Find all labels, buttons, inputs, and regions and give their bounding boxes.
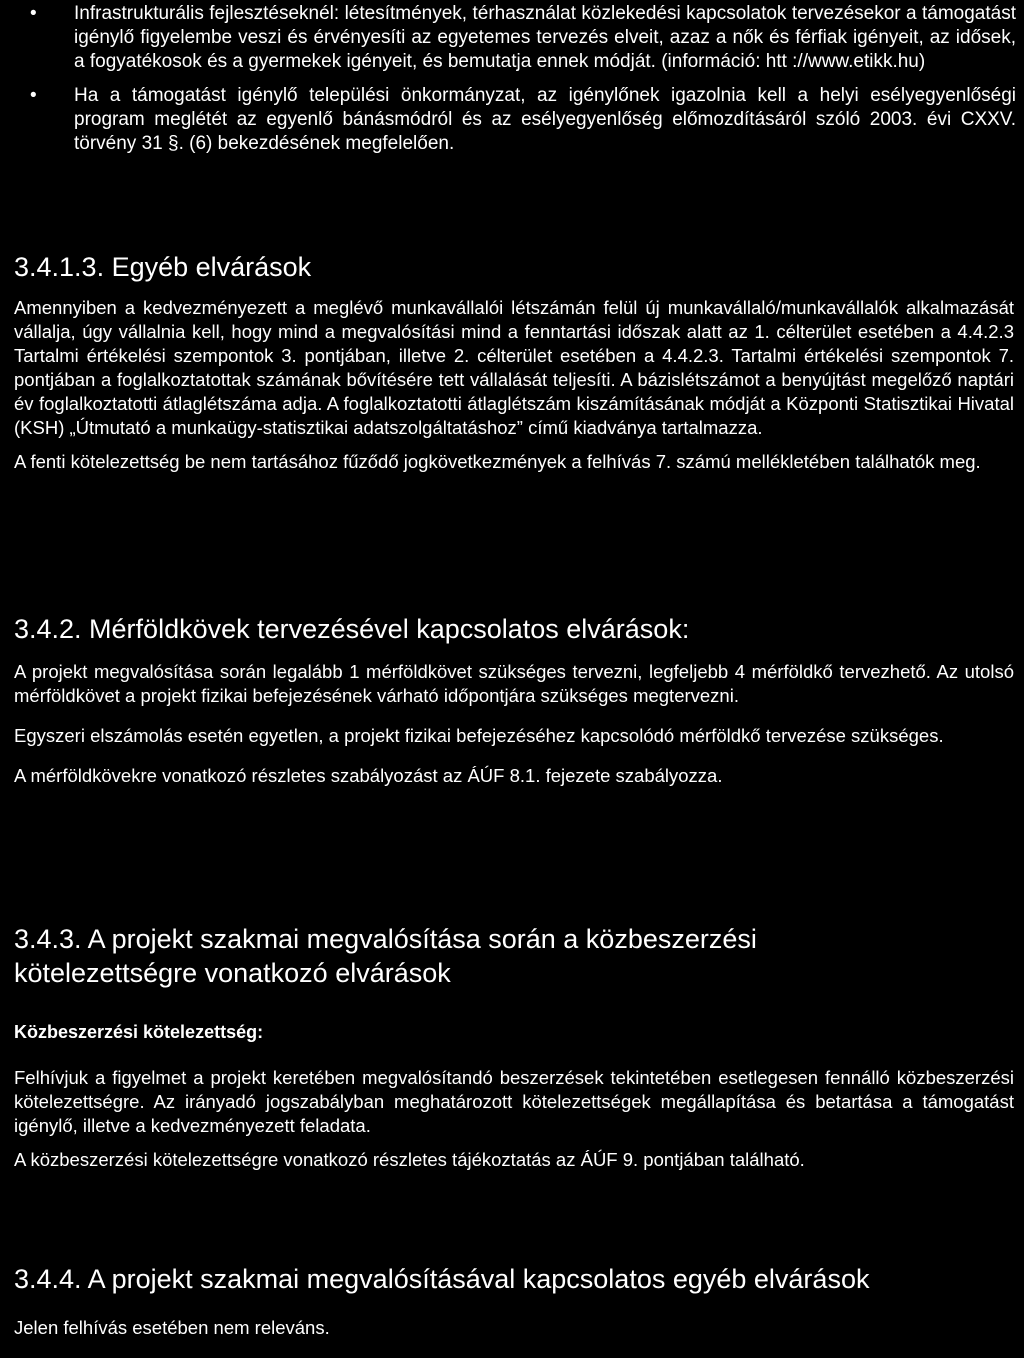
section-paragraph: Egyszeri elszámolás esetén egyetlen, a projekt fizikai befejezéséhez kapcsolódó mérföldkő tervezése szükséges. xyxy=(14,725,944,746)
list-item xyxy=(30,84,1016,156)
section-3413 xyxy=(14,250,1014,474)
bullet-icon: • xyxy=(30,85,37,106)
bullet-text: Infrastrukturális fejlesztéseknél: létesítmények, térhasználat közlekedési kapcsolatok tervezésekor a támogatást igénylő figyelembe veszi és érvényesíti az egyetemes tervezés elveit, azaz a nők és férfiak igényeit, az idősek, a fogyatékosok és a gyermekek igényeit, és bemutatja ennek módját. (információ: htt ://www.etikk.hu) xyxy=(74,3,1016,72)
section-344 xyxy=(14,1262,1014,1340)
section-paragraph: Jelen felhívás esetében nem releváns. xyxy=(14,1317,330,1338)
bullet-list xyxy=(30,2,1016,166)
bullet-icon: • xyxy=(30,3,37,24)
section-heading: 3.4.1.3. Egyéb elvárások xyxy=(14,252,312,282)
section-heading: 3.4.4. A projekt szakmai megvalósításával kapcsolatos egyéb elvárások xyxy=(14,1264,870,1294)
section-paragraph: A projekt megvalósítása során legalább 1 mérföldkövet szükséges tervezni, legfeljebb 4 mérföldkő tervezhető. Az utolsó mérföldkövet a projekt fizikai befejezésének várható időpontjára szükséges megtervezni. xyxy=(14,661,1014,706)
section-343 xyxy=(14,922,1014,1172)
section-paragraph: Felhívjuk a figyelmet a projekt keretében megvalósítandó beszerzések tekintetében esetlegesen fennálló közbeszerzési kötelezettségre. Az irányadó jogszabályban meghatározott kötelezettségek megállapítása és betartása a támogatást igénylő, illetve a kedvezményezett feladata. xyxy=(14,1067,1014,1136)
section-heading: 3.4.2. Mérföldkövek tervezésével kapcsolatos elvárások: xyxy=(14,614,690,644)
section-paragraph: A mérföldkövekre vonatkozó részletes szabályozást az ÁÚF 8.1. fejezete szabályozza. xyxy=(14,765,723,786)
section-342 xyxy=(14,612,1014,788)
section-paragraph: Amennyiben a kedvezményezett a meglévő munkavállalói létszámán felül új munkavállaló/munkavállalók alkalmazását vállalja, úgy vállalnia kell, hogy mind a megvalósítási mind a fenntartási időszak alatt az 1. célterület esetében a 4.4.2.3 Tartalmi értékelési szempontok 3. pontjában, illetve 2. célterület esetében a 4.4.2.3. Tartalmi értékelési szempontok 7. pontjában a foglalkoztatottak számának bővítésére tett vállalását teljesíti. A bázislétszámot a benyújtást megelőző naptári év foglalkoztatotti átlaglétszáma adja. A foglalkoztatotti átlaglétszám kiszámításának módját a Központi Statisztikai Hivatal (KSH) „Útmutató a munkaügy-statisztikai adatszolgáltatáshoz” című kiadványa tartalmazza. xyxy=(14,297,1014,438)
section-heading-line2: kötelezettségre vonatkozó elvárások xyxy=(14,958,451,988)
list-item xyxy=(30,2,1016,74)
bullet-text: Ha a támogatást igénylő települési önkormányzat, az igénylőnek igazolnia kell a helyi esélyegyenlőségi program meglétét az egyenlő bánásmódról és az esélyegyenlőség előmozdításáról szóló 2003. évi CXXV. törvény 31 §. (6) bekezdésének megfelelően. xyxy=(74,85,1016,154)
section-label: Közbeszerzési kötelezettség: xyxy=(14,1022,264,1042)
section-paragraph: A közbeszerzési kötelezettségre vonatkozó részletes tájékoztatás az ÁÚF 9. pontjában található. xyxy=(14,1149,805,1170)
section-heading-line1: 3.4.3. A projekt szakmai megvalósítása során a közbeszerzési xyxy=(14,924,757,954)
section-paragraph: A fenti kötelezettség be nem tartásához fűződő jogkövetkezmények a felhívás 7. számú mellékletében találhatók meg. xyxy=(14,451,981,472)
